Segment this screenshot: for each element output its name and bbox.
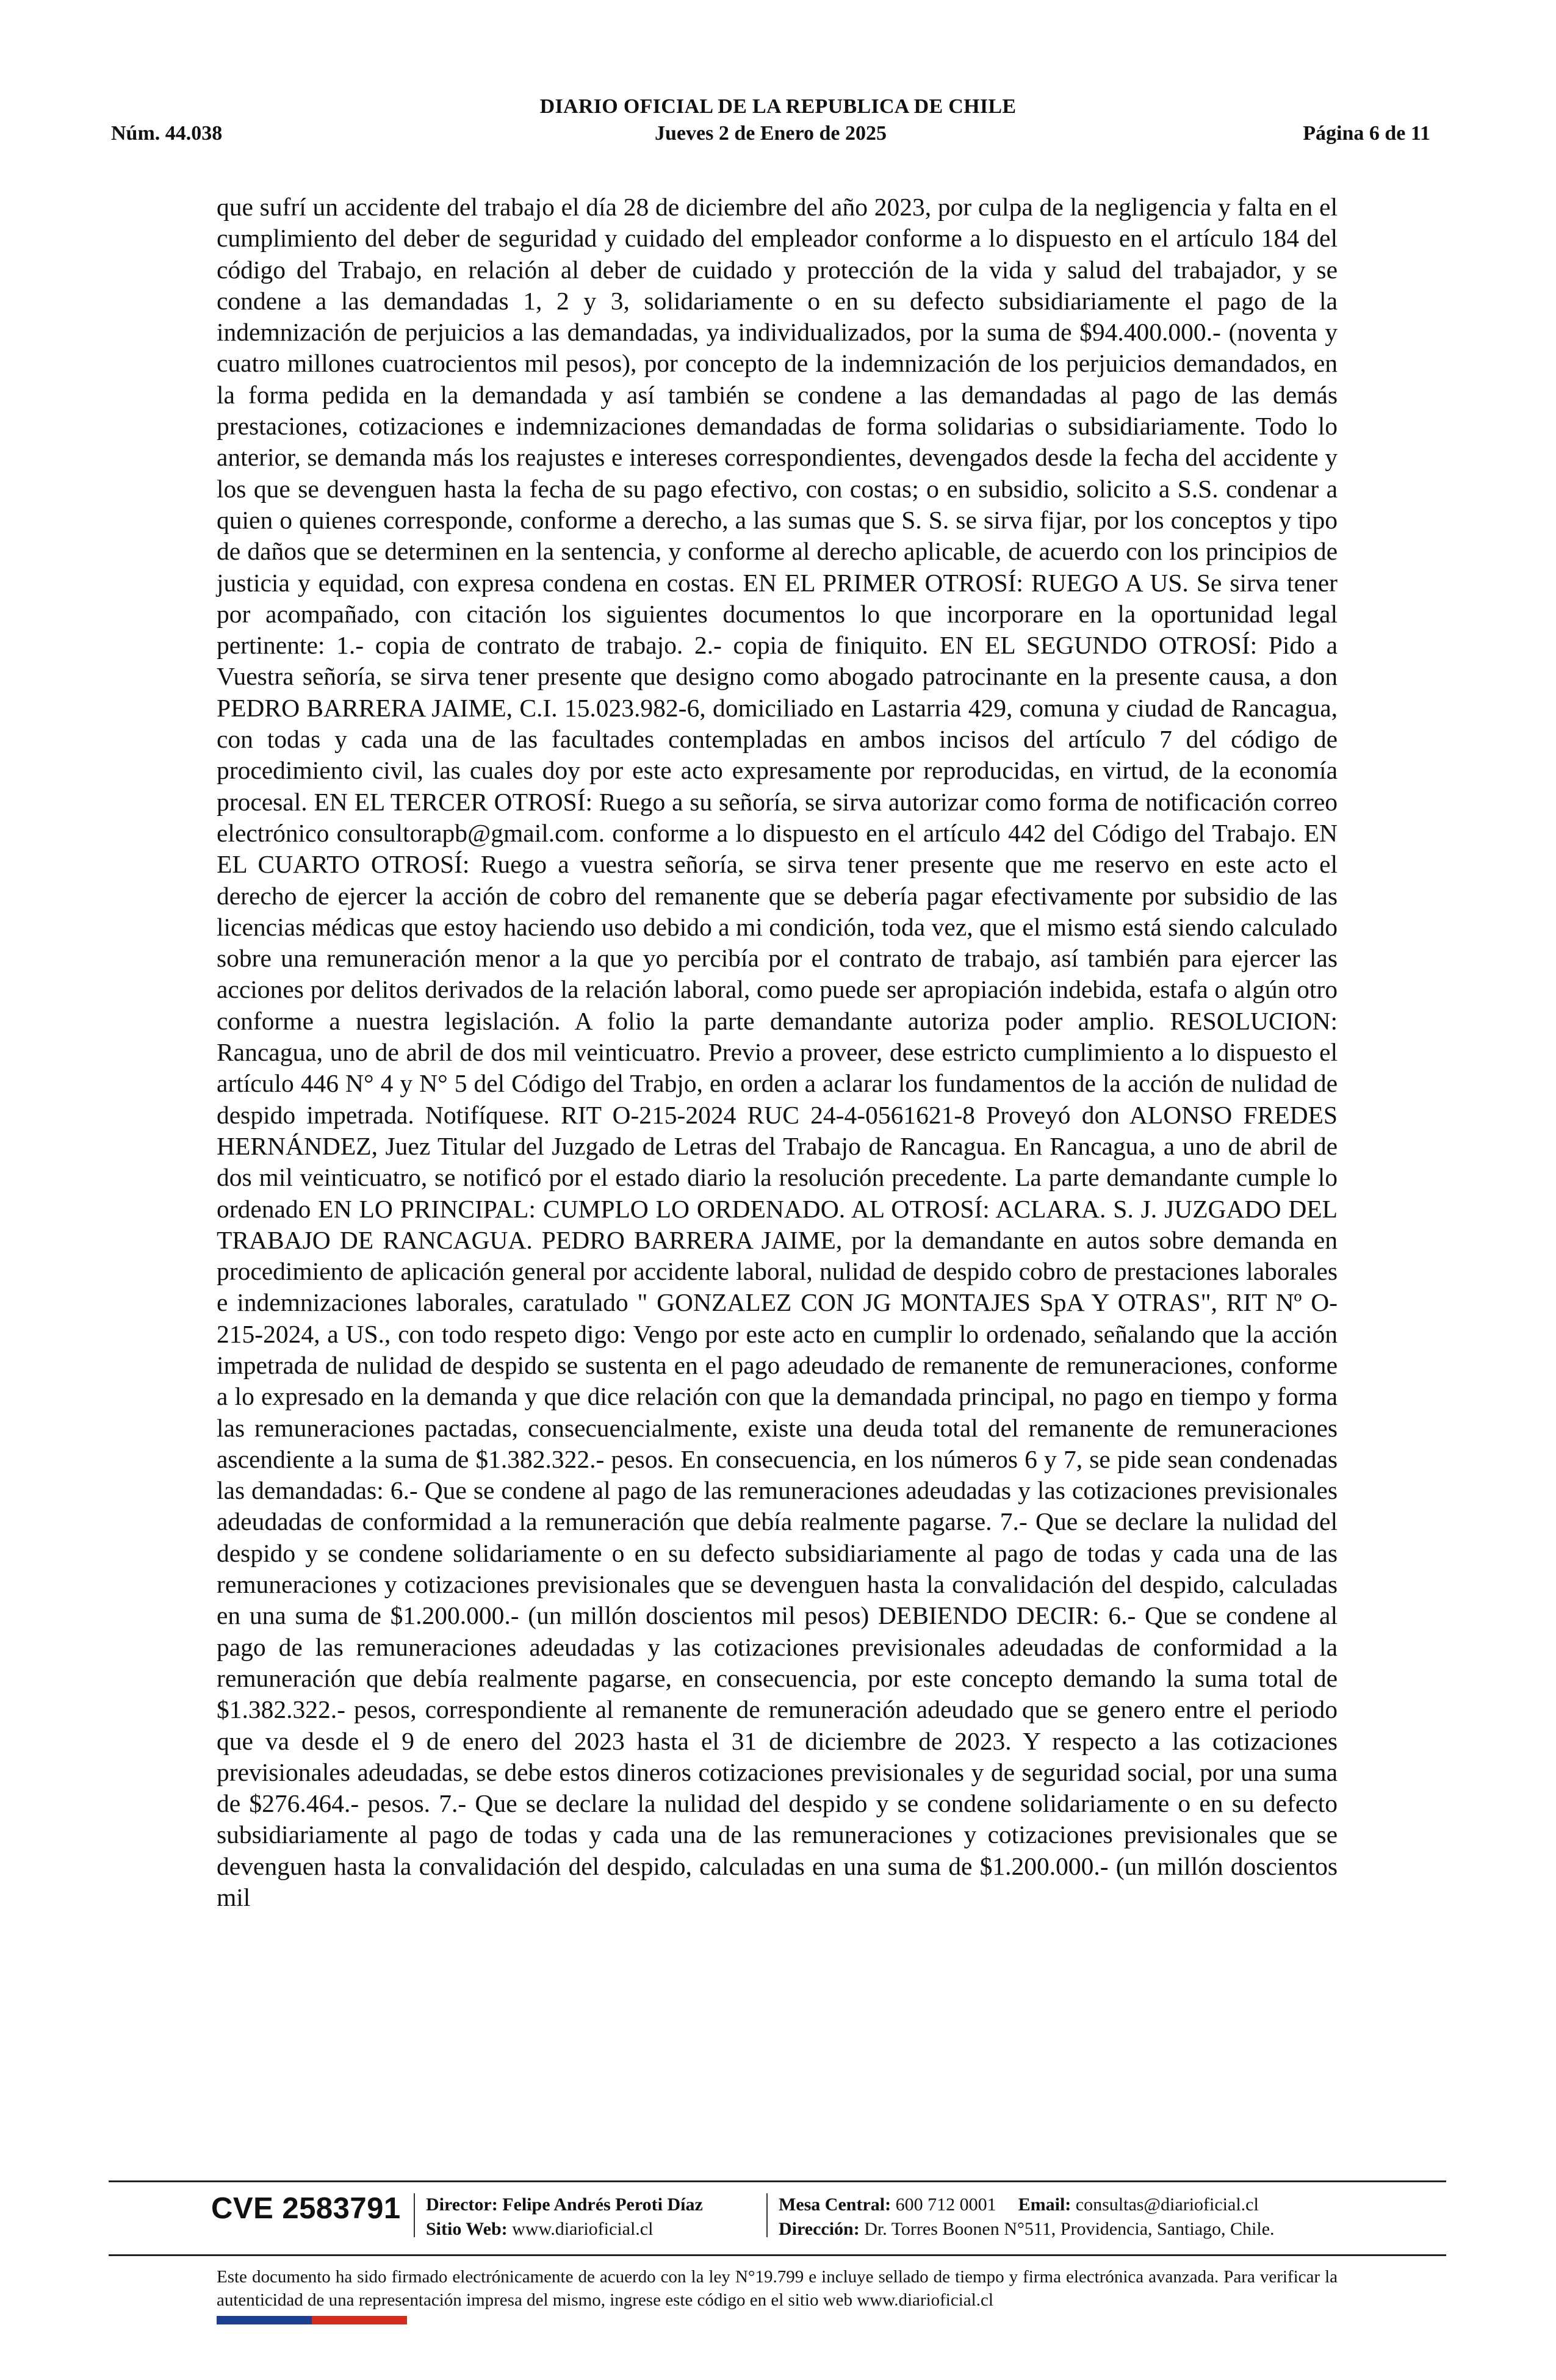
flag-red-segment xyxy=(312,2316,407,2324)
signature-disclaimer: Este documento ha sido firmado electrónicamente de acuerdo con la ley N°19.799 e incluye sellado de tiempo y firma electrónica avanzada. Para verificar la autenticidad de una representación impresa del mismo, ingrese este código en el sitio web www.diarioficial.cl xyxy=(217,2267,1338,2310)
document-body xyxy=(217,192,1338,1913)
footer-director-block xyxy=(426,2193,703,2241)
site-link[interactable]: www.diarioficial.cl xyxy=(512,2219,654,2239)
mesa-label: Mesa Central: xyxy=(779,2194,891,2215)
issue-number: Núm. 44.038 xyxy=(111,122,223,145)
footer-divider xyxy=(414,2193,415,2237)
chile-flag-bar xyxy=(217,2316,407,2324)
director-name: Felipe Andrés Peroti Díaz xyxy=(502,2194,703,2215)
site-label: Sitio Web: xyxy=(426,2219,508,2239)
footer-contact-block xyxy=(779,2193,1275,2241)
address-label: Dirección: xyxy=(779,2219,860,2239)
gazette-title: DIARIO OFICIAL DE LA REPUBLICA DE CHILE xyxy=(539,95,1017,118)
email-label: Email: xyxy=(1018,2194,1072,2215)
footer-bottom-rule xyxy=(109,2254,1446,2256)
footer-divider xyxy=(766,2193,768,2237)
footer-top-rule xyxy=(109,2180,1446,2182)
director-label: Director: xyxy=(426,2194,498,2215)
page-indicator: Página 6 de 11 xyxy=(1303,122,1430,145)
body-paragraph: que sufrí un accidente del trabajo el día 28 de diciembre del año 2023, por culpa de la negligencia y falta en el cumplimiento del deber de seguridad y cuidado del empleador conforme a lo dispuesto en el artículo 184 del código del Trabajo, en relación al deber de cuidado y protección de la vida y salud del trabajador, y se condene a las demandadas 1, 2 y 3, solidariamente o en su defecto subsidiariamente el pago de la indemnización de perjuicios a las demandadas, ya individualizados, por la suma de $94.400.000.- (noventa y cuatro millones cuatrocientos mil pesos), por concepto de la indemnización de los perjuicios demandados, en la forma pedida en la demandada y así también se condene a las demandadas al pago de las demás prestaciones, cotizaciones e indemnizaciones demandadas de forma solidarias o subsidiariamente. Todo lo anterior, se demanda más los reajustes e intereses correspondientes, devengados desde la fecha del accidente y los que se devenguen hasta la fecha de su pago efectivo, con costas; o en subsidio, solicito a S.S. condenar a quien o quienes corresponde, conforme a derecho, a las sumas que S. S. se sirva fijar, por los conceptos y tipo de daños que se determinen en la sentencia, y conforme al derecho aplicable, de acuerdo con los principios de justicia y equidad, con expresa condena en costas. EN EL PRIMER OTROSÍ: RUEGO A US. Se sirva tener por acompañado, con citación los siguientes documentos lo que incorporare en la oportunidad legal pertinente: 1.- copia de contrato de trabajo. 2.- copia de finiquito. EN EL SEGUNDO OTROSÍ: Pido a Vuestra señoría, se sirva tener presente que designo como abogado patrocinante en la presente causa, a don PEDRO BARRERA JAIME, C.I. 15.023.982-6, domiciliado en Lastarria 429, comuna y ciudad de Rancagua, con todas y cada una de las facultades contempladas en ambos incisos del artículo 7 del código de procedimiento civil, las cuales doy por este acto expresamente por reproducidas, en virtud, de la economía procesal. EN EL TERCER OTROSÍ: Ruego a su señoría, se sirva autorizar como forma de notificación correo electrónico consultorapb@gmail.com. conforme a lo dispuesto en el artículo 442 del Código del Trabajo. EN EL CUARTO OTROSÍ: Ruego a vuestra señoría, se sirva tener presente que me reservo en este acto el derecho de ejercer la acción de cobro del remanente que se debería pagar efectivamente por subsidio de las licencias médicas que estoy haciendo uso debido a mi condición, toda vez, que el mismo está siendo calculado sobre una remuneración menor a la que yo percibía por el contrato de trabajo, así también para ejercer las acciones por delitos derivados de la relación laboral, como puede ser apropiación indebida, estafa o algún otro conforme a nuestra legislación. A folio la parte demandante autoriza poder amplio. RESOLUCION: Rancagua, uno de abril de dos mil veinticuatro. Previo a proveer, dese estricto cumplimiento a lo dispuesto el artículo 446 N° 4 y N° 5 del Código del Trabjo, en orden a aclarar los fundamentos de la acción de nulidad de despido impetrada. Notifíquese. RIT O-215-2024 RUC 24-4-0561621-8 Proveyó don ALONSO FREDES HERNÁNDEZ, Juez Titular del Juzgado de Letras del Trabajo de Rancagua. En Rancagua, a uno de abril de dos mil veinticuatro, se notificó por el estado diario la resolución precedente. La parte demandante cumple lo ordenado EN LO PRINCIPAL: CUMPLO LO ORDENADO. AL OTROSÍ: ACLARA. S. J. JUZGADO DEL TRABAJO DE RANCAGUA. PEDRO BARRERA JAIME, por la demandante en autos sobre demanda en procedimiento de aplicación general por accidente laboral, nulidad de despido cobro de prestaciones laborales e indemnizaciones laborales, caratulado " GONZALEZ CON JG MONTAJES SpA Y OTRAS", RIT Nº O-215-2024, a US., con todo respeto digo: Vengo por este acto en cumplir lo ordenado, señalando que la acción impetrada de nulidad de despido se sustenta en el pago adeudado de remanente de remuneraciones, conforme a lo expresado en la demanda y que dice relación con que la demandada principal, no pago en tiempo y forma las remuneraciones pactadas, consecuencialmente, existe una deuda total del remanente de remuneraciones ascendiente a la suma de $1.382.322.- pesos. En consecuencia, en los números 6 y 7, se pide sean condenadas las demandadas: 6.- Que se condene al pago de las remuneraciones adeudadas y las cotizaciones previsionales adeudadas de conformidad a la remuneración que debía realmente pagarse. 7.- Que se declare la nulidad del despido y se condene solidariamente o en su defecto subsidiariamente al pago de todas y cada una de las remuneraciones y cotizaciones previsionales que se devenguen hasta la convalidación del despido, calculadas en una suma de $1.200.000.- (un millón doscientos mil pesos) DEBIENDO DECIR: 6.- Que se condene al pago de las remuneraciones adeudadas y las cotizaciones previsionales adeudadas de conformidad a la remuneración que debía realmente pagarse, en consecuencia, por este concepto demando la suma total de $1.382.322.- pesos, correspondiente al remanente de remuneración adeudado que se genero entre el periodo que va desde el 9 de enero del 2023 hasta el 31 de diciembre de 2023. Y respecto a las cotizaciones previsionales adeudadas, se debe estos dineros cotizaciones previsionales y de seguridad social, por una suma de $276.464.- pesos. 7.- Que se declare la nulidad del despido y se condene solidariamente o en su defecto subsidiariamente al pago de todas y cada una de las remuneraciones y cotizaciones previsionales que se devenguen hasta la convalidación del despido, calculadas en una suma de $1.200.000.- (un millón doscientos mil xyxy=(217,193,1338,1912)
email-link[interactable]: consultas@diarioficial.cl xyxy=(1075,2194,1259,2215)
flag-blue-segment xyxy=(217,2316,312,2324)
issue-date: Jueves 2 de Enero de 2025 xyxy=(655,122,887,145)
header-row xyxy=(111,122,1430,149)
cve-code: CVE 2583791 xyxy=(211,2192,401,2225)
mesa-phone: 600 712 0001 xyxy=(895,2194,996,2215)
address-value: Dr. Torres Boonen N°511, Providencia, Santiago, Chile. xyxy=(864,2219,1275,2239)
